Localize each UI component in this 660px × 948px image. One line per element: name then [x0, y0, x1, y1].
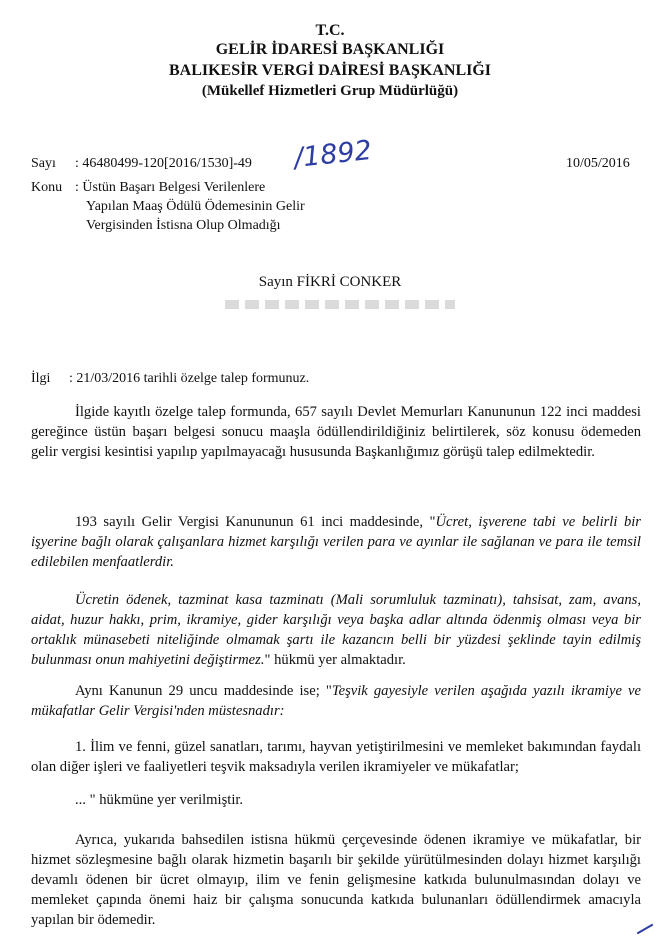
paragraph-wage-definition [31, 590, 641, 670]
paragraph-request: İlgide kayıtlı özelge talep formunda, 657 sayılı Devlet Memurları Kanununun 122 inci maddesi gereğince üstün başarı belgesi sonucu maaşla ödüllendirildiğiniz belirtilerek, söz konusu ödemeden gelir vergisi kesintisi yapılıp yapılmayacağı hususunda Başkanlığımız görüşü talep edilmektedir. [31, 404, 641, 460]
header-country: T.C. [315, 22, 345, 39]
paragraph-wage-tail: " hükmü yer almaktadır. [264, 652, 406, 668]
konu-line-1: : Üstün Başarı Belgesi Verilenlere [75, 180, 266, 195]
paragraph-law-61 [31, 512, 641, 572]
konu-label: Konu [31, 180, 63, 195]
header-unit: (Mükellef Hizmetleri Grup Müdürlüğü) [201, 83, 459, 99]
ilgi-label: İlgi [31, 371, 51, 386]
konu-line-3: Vergisinden İstisna Olup Olmadığı [86, 218, 281, 233]
paragraph-law-29 [31, 681, 641, 721]
paragraph-law-61-lead: 193 sayılı Gelir Vergisi Kanununun 61 inci maddesinde, " [75, 514, 436, 530]
header-department: BALIKESİR VERGİ DAİRESİ BAŞKANLIĞI [168, 62, 492, 79]
ilgi-text: : 21/03/2016 tarihli özelge talep formunuz. [69, 371, 310, 386]
addressee: Sayın FİKRİ CONKER [258, 274, 402, 290]
paragraph-wage-quote: Ücretin ödenek, tazminat kasa tazminatı (Mali sorumluluk tazminatı), tahsisat, zam, avans, aidat, huzur hakkı, prim, ikramiye, gider karşılığı veya başka adlar altında ödenmiş olması veya bir ortaklık münasebeti niteliğinde olmamak şartı ile kazancın belli bir yüzdesi şeklinde tayin edilmiş bulunması onun mahiyetini değiştirmez. [31, 592, 641, 668]
document-date: 10/05/2016 [566, 156, 630, 171]
paragraph-conclusion: Ayrıca, yukarıda bahsedilen istisna hükmü çerçevesinde ödenen ikramiye ve mükafatlar, bir hizmet sözleşmesine bağlı olarak hizmetin başarılı bir şekilde yürütülmesinden dolayı hizmet karşılığı devamlı ödenen bir ücret olmayıp, ilim ve fenin gelişmesine katkıda bulunulmasından dolayı ve memleket çapında önemi haiz bir çalışma sonucunda katkıda bulunanları ödüllendirmek amacıyla yapılan bir ödemedir. [31, 832, 641, 928]
header-institution: GELİR İDARESİ BAŞKANLIĞI [215, 41, 445, 58]
sayi-value: : 46480499-120[2016/1530]-49 [75, 156, 252, 171]
paragraph-provision-ref: ... " hükmüne yer verilmiştir. [75, 792, 244, 808]
cut-off-text-line [225, 300, 455, 309]
handwritten-number: /1892 [292, 135, 374, 174]
sayi-label: Sayı [31, 156, 56, 171]
paragraph-law-29-quote: Teşvik gayesiyle verilen aşağıda yazılı ikramiye ve mükafatlar Gelir Vergisi'nden müstesnadır: [31, 683, 641, 719]
konu-line-2: Yapılan Maaş Ödülü Ödemesinin Gelir [86, 199, 305, 214]
paragraph-exemption-item-1: 1. İlim ve fenni, güzel sanatları, tarımı, hayvan yetiştirilmesini ve memleket bakımından faydalı olan diğer işleri ve faaliyetleri teşvik maksadıyla verilen ikramiyeler ve mükafatlar; [31, 739, 641, 775]
paragraph-law-61-quote: Ücret, işverene tabi ve belirli bir işyerine bağlı olarak çalışanlara hizmet karşılığı verilen para ve ayınlar ile sağlanan ve para ile temsil edilebilen menfaatlerdir. [31, 514, 641, 570]
paragraph-law-29-lead: Aynı Kanunun 29 uncu maddesinde ise; " [75, 683, 332, 699]
